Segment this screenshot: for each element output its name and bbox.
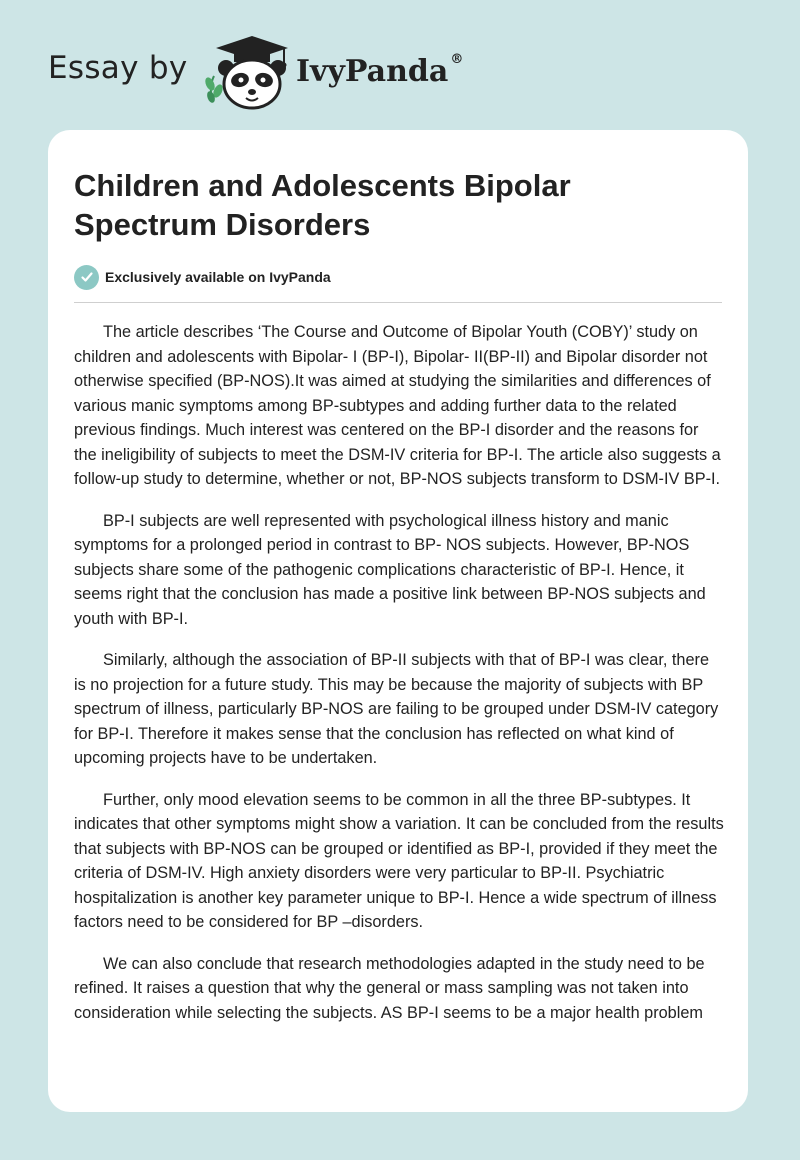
- paragraph: The article describes ‘The Course and Outcome of Bipolar Youth (COBY)’ study on children and adolescents with Bipolar- I (BP-I), Bipolar- II(BP-II) and Bipolar disorder not otherwise specified (BP-NOS).It was aimed at studying the similarities and differences of various manic symptoms among BP-subtypes and adding further data to the related previous findings. Much interest was centered on the BP-I disorder and the reasons for the ineligibility of subjects to meet the DSM-IV criteria for BP-I. The article also suggests a follow-up study to determine, whether or not, BP-NOS subjects transform to DSM-IV BP-I.: [74, 323, 721, 488]
- check-icon: [74, 265, 99, 290]
- essay-body: [74, 320, 724, 1042]
- brand-name[interactable]: IvyPanda ®: [296, 52, 464, 89]
- exclusive-badge: [74, 264, 331, 290]
- paragraph: Further, only mood elevation seems to be common in all the three BP-subtypes. It indicates that other symptoms might show a variation. It can be concluded from the results that subjects with BP-NOS can be grouped or identified as BP-I, provided if they meet the criteria of DSM-IV. High anxiety disorders were very particular to BP-II. Psychiatric hospitalization is another key parameter unique to BP-I. Hence a wide spectrum of illness factors need to be considered for BP –disorders.: [74, 790, 724, 931]
- paragraph: We can also conclude that research methodologies adapted in the study need to be refined. It raises a question that why the general or mass sampling was not taken into consideration while selecting the subjects. AS BP-I seems to be a major health problem: [74, 954, 705, 1022]
- paragraph: Similarly, although the association of BP-II subjects with that of BP-I was clear, there is no projection for a future study. This may be because the majority of subjects with BP spectrum of illness, particularly BP-NOS are failing to be grouped under DSM-IV category for BP-I. Therefore it makes sense that the conclusion has reflected on what kind of upcoming projects have to be undertaken.: [74, 651, 719, 767]
- exclusive-badge-label: Exclusively available on IvyPanda: [105, 269, 331, 285]
- essay-by-label: Essay by: [48, 50, 188, 86]
- site-header: [48, 34, 528, 114]
- essay-card: [48, 130, 748, 1112]
- panda-logo-icon[interactable]: [204, 34, 296, 110]
- paragraph: BP-I subjects are well represented with psychological illness history and manic symptoms for a prolonged period in contrast to BP- NOS subjects. However, BP-NOS subjects share some of the pathogenic complications characteristic of BP-I. Hence, it seems right that the conclusion has made a positive link between BP-NOS subjects and youth with BP-I.: [74, 511, 706, 628]
- page-title: Children and Adolescents Bipolar Spectrum Disorders: [74, 168, 571, 242]
- title-divider: [74, 302, 722, 303]
